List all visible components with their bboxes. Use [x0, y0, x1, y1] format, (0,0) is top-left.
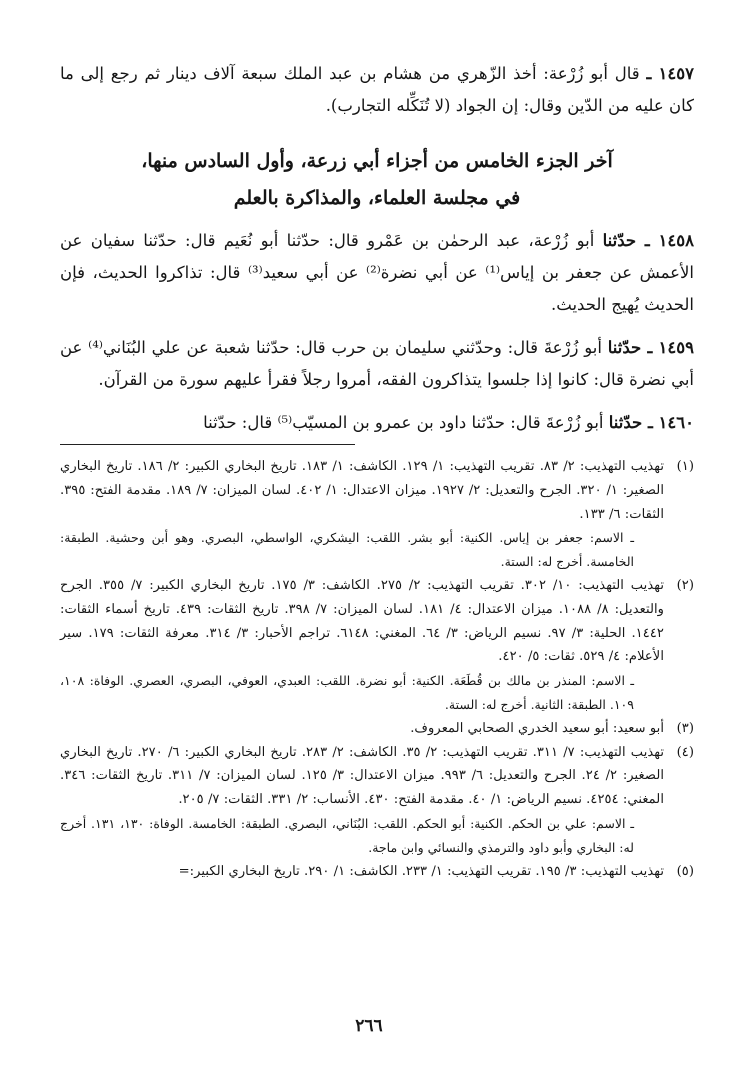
footnote [60, 860, 694, 884]
paragraph-number: ١٤٥٩ ـ حدّثنا [607, 338, 694, 357]
paragraph-text: أبو زُرْعةَ قال: حدّثنا داود بن عمرو بن المسيّب⁽⁵⁾ قال: حدّثنا [203, 413, 604, 432]
paragraph-1457 [60, 58, 694, 122]
footnotes [60, 455, 694, 883]
footnote-text: تهذيب التهذيب: ٢/ ٨٣. تقريب التهذيب: ١/ ١٢٩. الكاشف: ١/ ١٨٣. تاريخ البخاري الكبير: ٢/ ١٨٦. تاريخ البخاري الصغير: ١/ ٣٢٠. الجرح والتعديل: ٢/ ١٩٢٧. ميزان الاعتدال: ١/ ٤٠٢. لسان الميزان: ٧/ ١٨٩. مقدمة الفتح: ٣٩٥. الثقات: ٦/ ١٣٣. [60, 459, 665, 522]
heading-line-1: آخر الجزء الخامس من أجزاء أبي زرعة، وأول السادس منها، [141, 150, 613, 172]
footnote-number: (٤) [676, 744, 694, 760]
heading-line-2: في مجلسة العلماء، والمذاكرة بالعلم [233, 187, 521, 209]
paragraph-1459 [60, 332, 694, 396]
footnote-text: تهذيب التهذيب: ٧/ ٣١١. تقريب التهذيب: ٢/ ٣٥. الكاشف: ٢/ ٢٨٣. تاريخ البخاري الكبير: ٦/ ٢٧٠. تاريخ البخاري الصغير: ٢/ ٢٤. الجرح والتعديل: ٦/ ٩٩٣. ميزان الاعتدال: ٣/ ١٢٥. لسان الميزان: ٧/ ٣١١. تاريخ الثقات: ٣٤٦. المغني: ٤٢٥٤. نسيم الرياض: ١/ ٤٠. مقدمة الفتح: ٤٣٠. الأنساب: ٢/ ٣٣١. الثقات: ٧/ ٢٠٥. [60, 744, 665, 808]
page-number: ٢٦٦ [355, 1016, 383, 1036]
paragraph-text: أبو زُرْعة، عبد الرحمٰن بن عَمْرو قال: حدّثنا أبو نُعَيم قال: حدّثنا سفيان عن الأعمش عن جعفر بن إياس⁽¹⁾ عن أبي نضرة⁽²⁾ عن أبي سعيد⁽³⁾ قال: تذاكروا الحديث، فإن الحديث يُهيج الحديث. [60, 231, 694, 314]
footnote-text: تهذيب التهذيب: ١٠/ ٣٠٢. تقريب التهذيب: ٢/ ٢٧٥. الكاشف: ٣/ ١٧٥. تاريخ البخاري الكبير: ٧/ ٣٥٥. الجرح والتعديل: ٨/ ١٠٨٨. ميزان الاعتدال: ٤/ ١٨١. لسان الميزان: ٧/ ٣٩٨. تاريخ الثقات: ٤٣٩. تاريخ أسماء الثقات: ١٤٤٢. الحلية: ٣/ ٩٧. نسيم الرياض: ٣/ ٦٤. المغني: ٦١٤٨. تراجم الأحبار: ٣/ ٣١٤. معرفة الثقات: ١٧٩. سير الأعلام: ٤/ ٥٢٩. ثقات: ٥/ ٤٢٠. [60, 577, 665, 665]
paragraph-text: قال أبو زُرْعة: أخذ الزّهري من هشام بن عبد الملك سبعة آلاف دينار ثم رجع إلى ما كان عليه من الدّين وقال: إن الجواد (لا تُنَكِّله التجارب). [60, 64, 694, 115]
paragraph-number: ١٤٥٨ ـ حدّثنا [602, 231, 694, 250]
paragraph-1458 [60, 225, 694, 321]
footnote [60, 717, 694, 741]
book-page [60, 58, 694, 883]
footnote-number: (٣) [676, 720, 694, 736]
section-heading [60, 143, 694, 217]
paragraph-1460 [60, 407, 694, 439]
footnote [60, 455, 694, 574]
footnote [60, 741, 694, 860]
paragraph-number: ١٤٥٧ ـ [646, 64, 694, 83]
footnote-number: (١) [676, 459, 694, 474]
footnote [60, 574, 694, 717]
footnote-number: (٥) [676, 863, 694, 879]
footnote-biography: ـ الاسم: المنذر بن مالك بن قُطَعَة. الكنية: أبو نضرة. اللقب: العبدي، العوفي، البصري، العصري. الوفاة: ١٠٨، ١٠٩. الطبقة: الثانية. أخرج له: الستة. [60, 673, 634, 712]
footnote-biography: ـ الاسم: جعفر بن إياس. الكنية: أبو بشر. اللقب: اليشكري، الواسطي، البصري. وهو أبن وحشية. الطبقة: الخامسة. أخرج له: الستة. [60, 530, 634, 570]
paragraph-text: أبو زُرْعةَ قال: وحدّثني سليمان بن حرب قال: حدّثنا شعبة عن علي البُنَاني⁽⁴⁾ عن أبي نضرة قال: كانوا إذا جلسوا يتذاكرون الفقه، أمروا رجلاً فقرأ عليهم سورة من القرآن. [60, 338, 694, 389]
footnote-text: أبو سعيد: أبو سعيد الخدري الصحابي المعروف. [410, 720, 664, 736]
footnote-number: (٢) [676, 577, 694, 593]
footnote-biography: ـ الاسم: علي بن الحكم. الكنية: أبو الحكم. اللقب: البُنَاني، البصري. الطبقة: الخامسة. الوفاة: ١٣٠، ١٣١. أخرج له: البخاري وأبو داود والترمذي والنسائي وابن ماجة. [60, 815, 634, 855]
footnote-text: تهذيب التهذيب: ٣/ ١٩٥. تقريب التهذيب: ١/ ٢٣٣. الكاشف: ١/ ٢٩٠. تاريخ البخاري الكبير:= [178, 863, 664, 879]
paragraph-number: ١٤٦٠ ـ حدّثنا [608, 413, 694, 432]
footnote-divider [60, 444, 355, 445]
